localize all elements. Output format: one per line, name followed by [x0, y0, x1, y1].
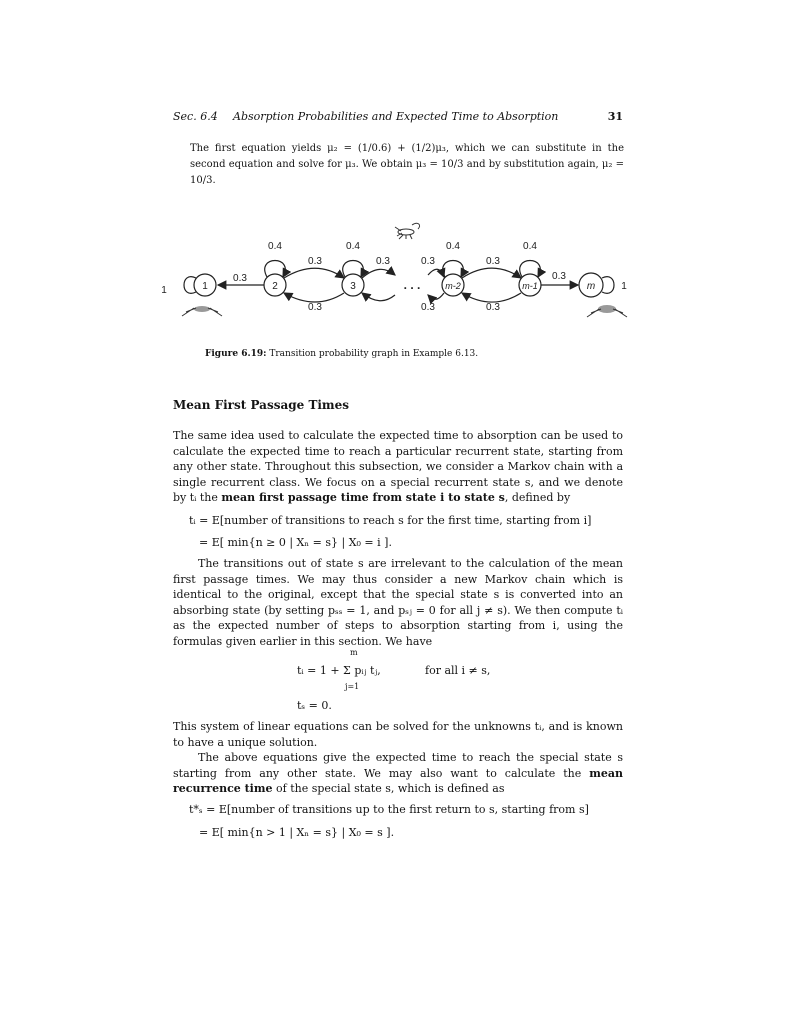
ellipsis: . . .: [403, 278, 421, 292]
recurrence-equation-line-2: = E[ min{n > 1 | Xₙ = s} | X₀ = s ].: [199, 826, 395, 839]
self-loop-m: [602, 277, 614, 294]
absorbing-loop-label-left: 1: [161, 285, 167, 296]
sum-upper-limit: m: [350, 648, 358, 657]
state-label-2: 2: [272, 281, 278, 292]
paragraph-2: [173, 556, 623, 650]
edge-prob-2-3: 0.3: [308, 256, 322, 267]
self-loop-prob-3: 0.4: [346, 241, 360, 252]
self-loop-prob-m-1: 0.4: [523, 241, 537, 252]
edge-prob-3-2: 0.3: [308, 302, 322, 313]
edge-prob-m-2-dots: 0.3: [421, 302, 435, 313]
state-label-m-1: m-1: [522, 281, 538, 291]
paragraph-3: [173, 719, 623, 750]
paragraph-1-text: The same idea used to calculate the expected time to absorption can be used to calculate the expected time to reach a particular recurrent state, starting from any other state. Throughout this subsection, we consider a Markov chain with a single recurrent class. We focus on a special recurrent state s, and we denote by tᵢ the: [173, 429, 623, 505]
paragraph-4-tail: of the special state s, which is defined as: [276, 782, 505, 796]
mean-recurrence-time-term: mean recurrence time: [173, 766, 623, 796]
self-loop-prob-m-2: 0.4: [446, 241, 460, 252]
paragraph-3-text: This system of linear equations can be solved for the unknowns tᵢ, and is known to have a unique solution.: [173, 720, 623, 749]
transition-graph-figure: [150, 215, 640, 325]
absorbing-loop-label-right: 1: [621, 281, 627, 292]
edge-prob-m-2-m-1: 0.3: [486, 256, 500, 267]
state-label-3: 3: [350, 281, 356, 292]
edge-ellipsis-to-m-2: [428, 269, 444, 277]
caption-text: Transition probability graph in Example 6.13.: [269, 349, 479, 359]
recurrence-equation-line-1: t*ₛ = E[number of transitions up to the first return to s, starting from s]: [189, 803, 589, 816]
edge-m-2-to-m-1: [462, 268, 521, 278]
edge-prob-dots-m-2: 0.3: [421, 256, 435, 267]
paragraph-2-text: The transitions out of state s are irrelevant to the calculation of the mean first passage times. We may thus consider a new Markov chain which is identical to the original, except that the special state s is converted into an absorbing state (by setting pₛₛ = 1, and pₛⱼ = 0 for all j ≠ s). We then compute tᵢ as the expected number of steps to absorption starting from i, using the formulas given earlier in this section. We have: [173, 557, 623, 648]
definition-equation-line-1: tᵢ = E[number of transitions to reach s for the first time, starting from i]: [189, 514, 592, 527]
paragraph-4: [173, 750, 623, 797]
state-label-m: m: [586, 281, 596, 292]
intro-text: The first equation yields μ₂ = (1/0.6) + (1/2)μ₃, which we can substitute in the second equation and solve for μ₃. We obtain μ₃ = 10/3 and by substitution again, μ₂ = 10/3.: [190, 143, 624, 186]
page-number: 31: [607, 110, 623, 123]
edge-m-1-to-m-2: [462, 293, 521, 302]
edge-prob-3-dots: 0.3: [376, 256, 390, 267]
system-equation-line-1: tᵢ = 1 + Σ pᵢⱼ tⱼ,: [297, 664, 381, 677]
edge-3-to-ellipsis: [362, 269, 395, 278]
fly-icon: [395, 223, 420, 239]
edge-ellipsis-to-3: [362, 293, 395, 301]
edge-2-to-3: [284, 268, 344, 278]
edge-prob-2-1: 0.3: [233, 273, 247, 284]
running-header: [173, 110, 623, 128]
section-number: Sec. 6.4: [173, 110, 218, 123]
sum-lower-limit: j=1: [345, 682, 360, 691]
transition-graph: [150, 215, 640, 325]
caption-label: Figure 6.19:: [205, 349, 267, 359]
state-label-1: 1: [202, 281, 208, 292]
header-title: Absorption Probabilities and Expected Time to Absorption: [233, 110, 559, 123]
intro-paragraph: [190, 141, 624, 189]
paragraph-1-tail: , defined by: [504, 491, 571, 505]
mean-first-passage-term: mean first passage time from state i to state s: [221, 491, 505, 505]
state-label-m-2: m-2: [445, 281, 461, 291]
edge-3-to-2: [284, 293, 344, 302]
paragraph-1: [173, 428, 623, 506]
spider-left-icon: [182, 306, 222, 316]
system-equation-condition: for all i ≠ s,: [425, 664, 491, 677]
figure-caption: [205, 349, 625, 359]
self-loop-prob-2: 0.4: [268, 241, 282, 252]
spider-right-icon: [587, 305, 627, 317]
section-title: Mean First Passage Times: [173, 398, 350, 412]
paragraph-4-text: The above equations give the expected time to reach the special state s starting from any other state. We may also want to calculate the: [173, 751, 623, 780]
edge-prob-m-1-m-2: 0.3: [486, 302, 500, 313]
edge-prob-m-1-m: 0.3: [552, 271, 566, 282]
system-equation-line-2: tₛ = 0.: [297, 699, 332, 712]
definition-equation-line-2: = E[ min{n ≥ 0 | Xₙ = s} | X₀ = i ].: [199, 536, 392, 549]
edge-m-2-to-ellipsis: [428, 293, 444, 299]
